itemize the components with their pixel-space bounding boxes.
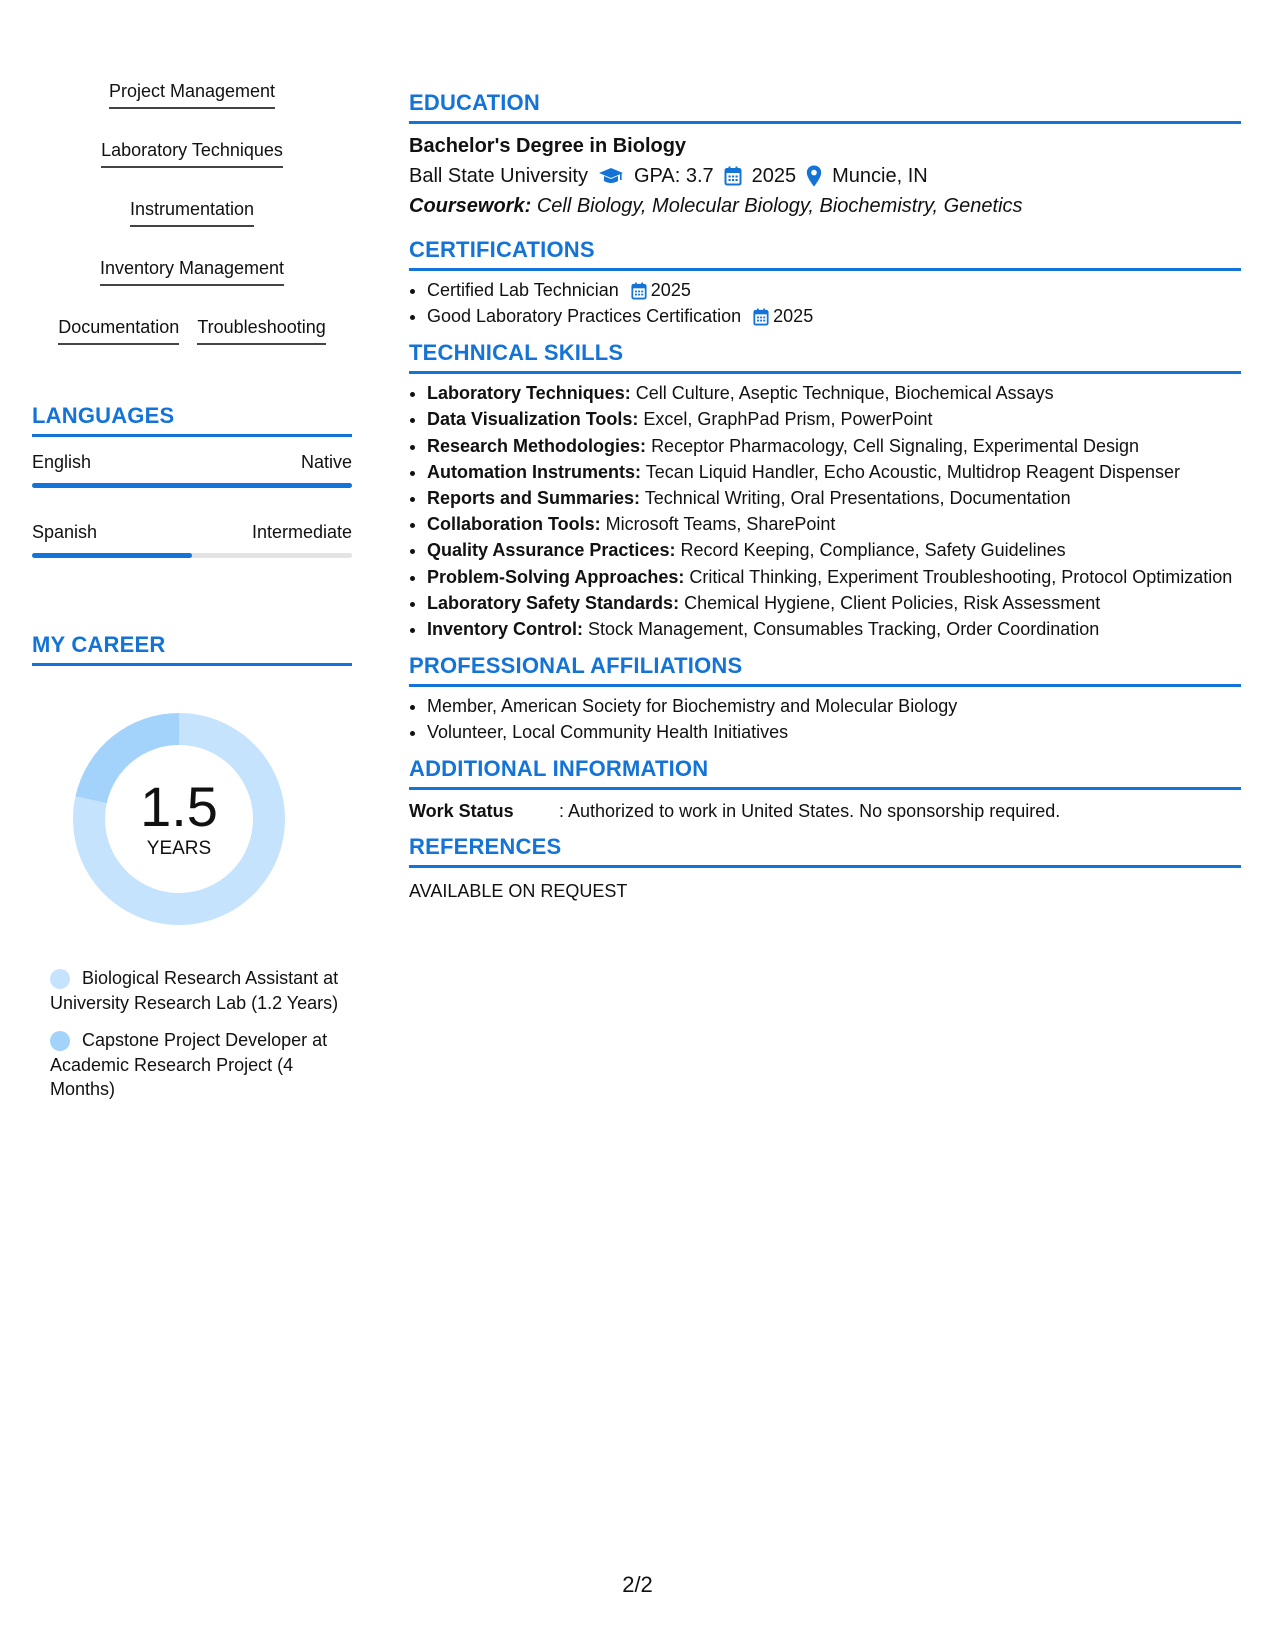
degree-title: Bachelor's Degree in Biology [409, 135, 687, 157]
skill-values: Tecan Liquid Handler, Echo Acoustic, Multidrop Reagent Dispenser [645, 461, 1180, 482]
technical-skills-heading: TECHNICAL SKILLS [409, 340, 1241, 374]
skills-tags [32, 80, 352, 345]
gpa: GPA: 3.7 [633, 165, 714, 187]
skill-category: Inventory Control: [427, 618, 583, 639]
technical-skill-item [427, 539, 1241, 562]
language-level-fill [32, 553, 192, 558]
right-column [409, 90, 1241, 914]
career-legend-label: Biological Research Assistant at University Research Lab (1.2 Years) [50, 968, 339, 1013]
graduation-year: 2025 [751, 165, 797, 187]
technical-skills-section [409, 340, 1241, 641]
coursework [409, 193, 1241, 219]
technical-skill-item [427, 592, 1241, 615]
skill-category: Quality Assurance Practices: [427, 540, 676, 561]
skill-tag: Documentation [58, 316, 179, 345]
skill-category: Problem-Solving Approaches: [427, 566, 685, 587]
skill-values: Technical Writing, Oral Presentations, Documentation [644, 487, 1071, 508]
affiliation-item: • Member, American Society for Biochemistry and Molecular Biology [427, 695, 1241, 718]
calendar-icon [753, 308, 769, 326]
work-status-value: : Authorized to work in United States. No sponsorship required. [559, 801, 1061, 822]
affiliation-item: • Volunteer, Local Community Health Initiatives [427, 721, 1241, 744]
skill-category: Automation Instruments: [427, 461, 641, 482]
references-text: AVAILABLE ON REQUEST [409, 881, 628, 902]
language-level-bar [32, 553, 352, 558]
skill-tag: Troubleshooting [197, 316, 325, 345]
technical-skill-item [427, 382, 1241, 405]
certification-year: 2025 [773, 306, 814, 327]
school-name: Ball State University [409, 165, 588, 187]
references-heading: REFERENCES [409, 834, 1241, 868]
additional-info-heading: ADDITIONAL INFORMATION [409, 756, 1241, 790]
language-level-fill [32, 483, 352, 488]
career-legend-label: Capstone Project Developer at Academic Research Project (4 Months) [50, 1030, 328, 1099]
career-heading: MY CAREER [32, 632, 352, 666]
skill-category: Laboratory Techniques: [427, 383, 631, 404]
technical-skill-item [427, 435, 1241, 458]
skill-category: Research Methodologies: [427, 435, 647, 456]
certification-item [427, 305, 1241, 328]
calendar-icon [631, 282, 647, 300]
language-item [32, 521, 352, 558]
page-number: 2/2 [622, 1572, 653, 1597]
skill-tag: Laboratory Techniques [101, 139, 283, 168]
language-item [32, 451, 352, 488]
location-pin-icon [806, 165, 822, 187]
skill-values: Record Keeping, Compliance, Safety Guidelines [680, 540, 1066, 561]
technical-skill-item [427, 566, 1241, 589]
skill-category: Reports and Summaries: [427, 487, 641, 508]
technical-skill-item [427, 618, 1241, 641]
certifications-section [409, 237, 1241, 328]
languages-heading: LANGUAGES [32, 403, 352, 437]
skill-category: Data Visualization Tools: [427, 409, 639, 430]
career-legend-item [50, 1028, 340, 1102]
education-section [409, 90, 1241, 219]
language-level: Native [300, 452, 352, 472]
technical-skills-list [409, 382, 1241, 641]
education-heading: EDUCATION [409, 90, 1241, 124]
skill-values: Microsoft Teams, SharePoint [605, 514, 836, 535]
left-column [32, 80, 352, 1115]
affiliations-heading: PROFESSIONAL AFFILIATIONS [409, 653, 1241, 687]
education-details [409, 163, 1241, 189]
skill-values: Excel, GraphPad Prism, PowerPoint [643, 409, 933, 430]
career-donut-chart [66, 706, 292, 932]
skill-category: Collaboration Tools: [427, 514, 601, 535]
affiliations-section [409, 653, 1241, 744]
career-legend-item [50, 966, 340, 1015]
skill-tag: Inventory Management [100, 257, 284, 286]
technical-skill-item [427, 408, 1241, 431]
career-total-unit: YEARS [146, 838, 212, 859]
certification-item [427, 279, 1241, 302]
certification-name: • Certified Lab Technician [427, 280, 619, 300]
certification-name: • Good Laboratory Practices Certification [427, 306, 742, 327]
work-status-row [409, 800, 1241, 822]
certifications-heading: CERTIFICATIONS [409, 237, 1241, 271]
career-total-years: 1.5 [140, 775, 218, 838]
legend-dot-icon [50, 969, 70, 989]
skill-values: Chemical Hygiene, Client Policies, Risk Assessment [684, 592, 1101, 613]
skill-tag: Project Management [109, 80, 275, 109]
technical-skill-item [427, 513, 1241, 536]
graduation-cap-icon [598, 167, 624, 185]
language-level: Intermediate [251, 522, 352, 542]
school-location: Muncie, IN [832, 165, 928, 187]
language-name: Spanish [32, 522, 98, 542]
coursework-label: Coursework: [409, 195, 532, 217]
work-status-label: Work Status [409, 801, 514, 822]
technical-skill-item [427, 461, 1241, 484]
certification-year: 2025 [650, 280, 691, 300]
calendar-icon [724, 166, 742, 186]
language-level-bar [32, 483, 352, 488]
references-section [409, 834, 1241, 902]
language-name: English [32, 452, 92, 472]
skill-values: Receptor Pharmacology, Cell Signaling, Experimental Design [651, 435, 1139, 456]
additional-info-section [409, 756, 1241, 822]
certifications-list [409, 279, 1241, 328]
technical-skill-item [427, 487, 1241, 510]
skill-tag: Instrumentation [130, 198, 254, 227]
skill-values: Cell Culture, Aseptic Technique, Biochemical Assays [635, 383, 1054, 404]
affiliations-list [409, 695, 1241, 744]
career-legend [32, 966, 340, 1102]
skill-values: Stock Management, Consumables Tracking, Order Coordination [588, 618, 1100, 639]
skill-category: Laboratory Safety Standards: [427, 592, 680, 613]
legend-dot-icon [50, 1031, 70, 1051]
skill-values: Critical Thinking, Experiment Troubleshooting, Protocol Optimization [689, 566, 1233, 587]
coursework-list: Cell Biology, Molecular Biology, Biochemistry, Genetics [536, 195, 1023, 217]
